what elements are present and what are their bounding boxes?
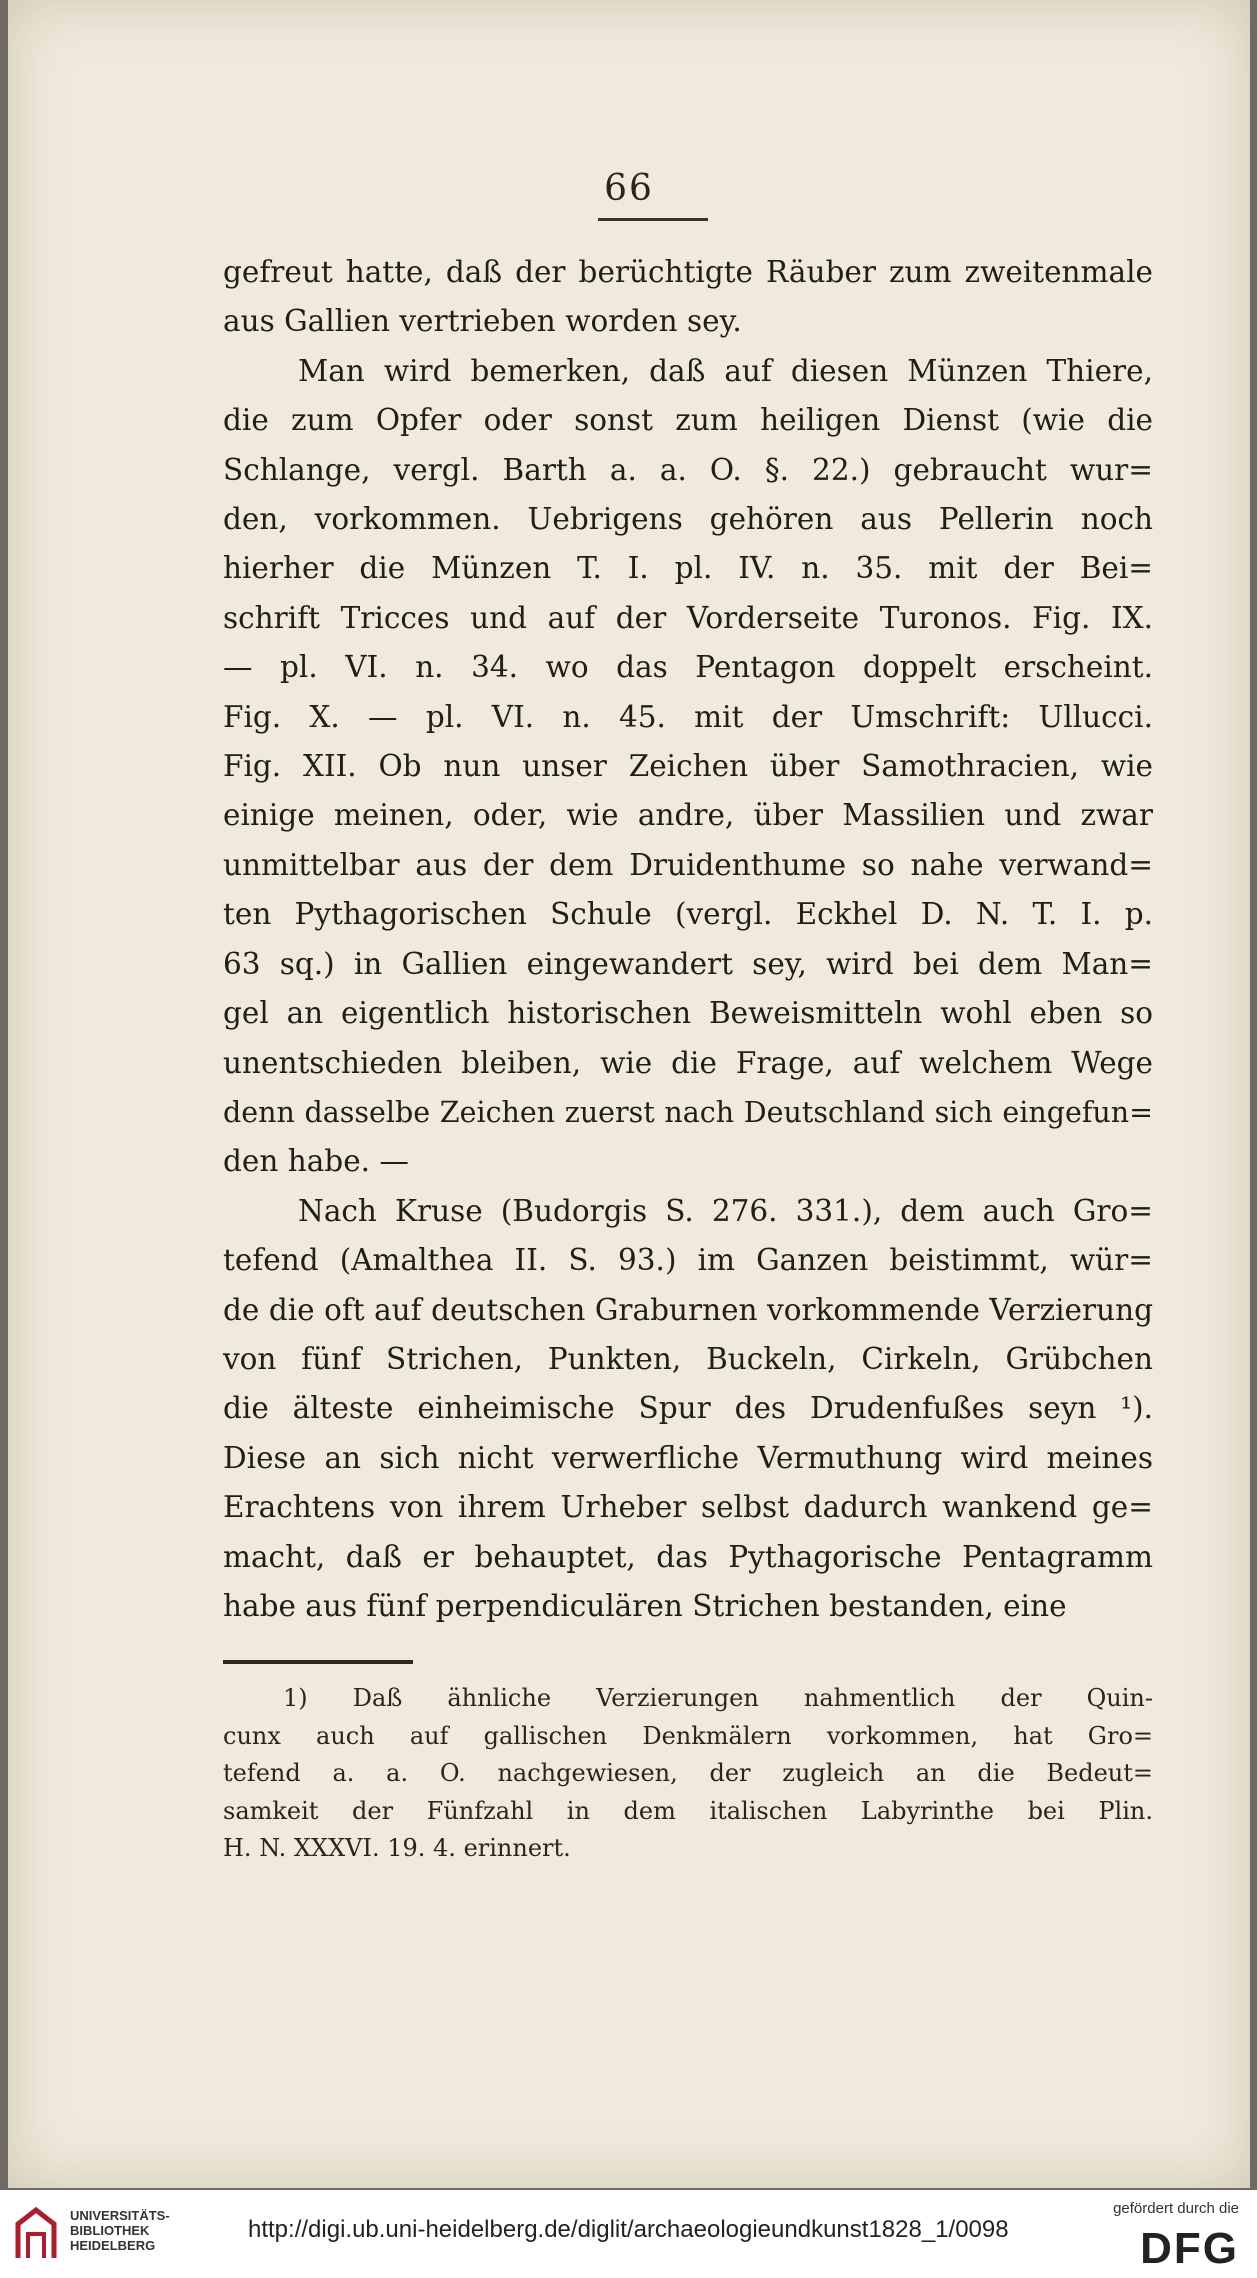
library-name [70, 2208, 170, 2253]
text-line: schrift Tricces und auf der Vorderseite Turonos. Fig. IX. [223, 600, 1153, 635]
library-line-1: UNIVERSITÄTS- [70, 2208, 170, 2223]
text-line: unmittelbar aus der dem Druidenthume so nahe verwand= [223, 847, 1153, 882]
book-page [8, 0, 1250, 2188]
page-number: 66 [604, 168, 654, 209]
footnote-line: cunx auch auf gallischen Denkmälern vorkommen, hat Gro= [223, 1721, 1153, 1750]
footnote-line: tefend a. a. O. nachgewiesen, der zugleich an die Bedeut= [223, 1759, 1153, 1787]
text-line: Fig. X. — pl. VI. n. 45. mit der Umschrift: Ullucci. [223, 699, 1153, 734]
text-line: 63 sq.) in Gallien eingewandert sey, wird bei dem Man= [223, 946, 1153, 981]
text-line: de die oft auf deutschen Graburnen vorkommende Verzierung [223, 1292, 1153, 1327]
text-line: Fig. XII. Ob nun unser Zeichen über Samothracien, wie [223, 749, 1153, 784]
paragraph-2 [223, 347, 1153, 1187]
footer-bar [0, 2190, 1257, 2278]
paragraph-1 [223, 248, 1153, 347]
university-library-logo-icon [12, 2204, 60, 2264]
text-line: macht, daß er behauptet, das Pythagorische Pentagramm [223, 1539, 1153, 1574]
library-line-3: HEIDELBERG [70, 2238, 156, 2253]
footnote-rule [223, 1660, 413, 1664]
text-line: habe aus fünf perpendiculären Strichen bestanden, eine [223, 1588, 1067, 1623]
text-line: gel an eigentlich historischen Beweismitteln wohl eben so [223, 996, 1153, 1031]
text-line: hierher die Münzen T. I. pl. IV. n. 35. mit der Bei= [223, 551, 1153, 586]
text-line: die zum Opfer oder sonst zum heiligen Dienst (wie die [223, 403, 1153, 438]
footnote-line: 1) Daß ähnliche Verzierungen nahmentlich der Quin- [283, 1684, 1153, 1712]
text-line: einige meinen, oder, wie andre, über Massilien und zwar [223, 798, 1153, 833]
library-line-2: BIBLIOTHEK [70, 2223, 150, 2238]
text-line: denn dasselbe Zeichen zuerst nach Deutschland sich eingefun= [223, 1095, 1153, 1129]
text-line: Diese an sich nicht verwerfliche Vermuthung wird meines [223, 1440, 1153, 1475]
text-line: unentschieden bleiben, wie die Frage, auf welchem Wege [223, 1045, 1153, 1080]
body-text [223, 248, 1153, 1631]
funded-by-label: gefördert durch die [1113, 2200, 1239, 2217]
footnote-line: H. N. XXXVI. 19. 4. erinnert. [223, 1834, 571, 1862]
text-line: Erachtens von ihrem Urheber selbst dadurch wankend ge= [223, 1490, 1153, 1525]
text-line: Man wird bemerken, daß auf diesen Münzen Thiere, [298, 353, 1153, 388]
text-line: — pl. VI. n. 34. wo das Pentagon doppelt erscheint. [223, 650, 1153, 685]
text-line: tefend (Amalthea II. S. 93.) im Ganzen beistimmt, wür= [223, 1243, 1153, 1278]
text-line: Nach Kruse (Budorgis S. 276. 331.), dem auch Gro= [298, 1193, 1153, 1228]
footnote [223, 1680, 1153, 1868]
text-line: den habe. — [223, 1144, 409, 1179]
text-line: die älteste einheimische Spur des Drudenfußes seyn ¹). [223, 1391, 1153, 1426]
source-url-link[interactable]: http://digi.ub.uni-heidelberg.de/diglit/archaeologieundkunst1828_1/0098 [248, 2216, 1009, 2243]
text-line: von fünf Strichen, Punkten, Buckeln, Cirkeln, Grübchen [223, 1341, 1153, 1376]
header-rule [598, 218, 708, 221]
text-line: Schlange, vergl. Barth a. a. O. §. 22.) gebraucht wur= [223, 452, 1153, 487]
text-line: gefreut hatte, daß der berüchtigte Räuber zum zweitenmale [223, 255, 1153, 289]
text-line: ten Pythagorischen Schule (vergl. Eckhel D. N. T. I. p. [223, 897, 1153, 932]
text-line: aus Gallien vertrieben worden sey. [223, 304, 742, 339]
text-line: den, vorkommen. Uebrigens gehören aus Pellerin noch [223, 502, 1153, 537]
paragraph-3 [223, 1187, 1153, 1632]
footnote-line: samkeit der Fünfzahl in dem italischen Labyrinthe bei Plin. [223, 1796, 1153, 1825]
dfg-logo: DFG [1140, 2224, 1239, 2273]
